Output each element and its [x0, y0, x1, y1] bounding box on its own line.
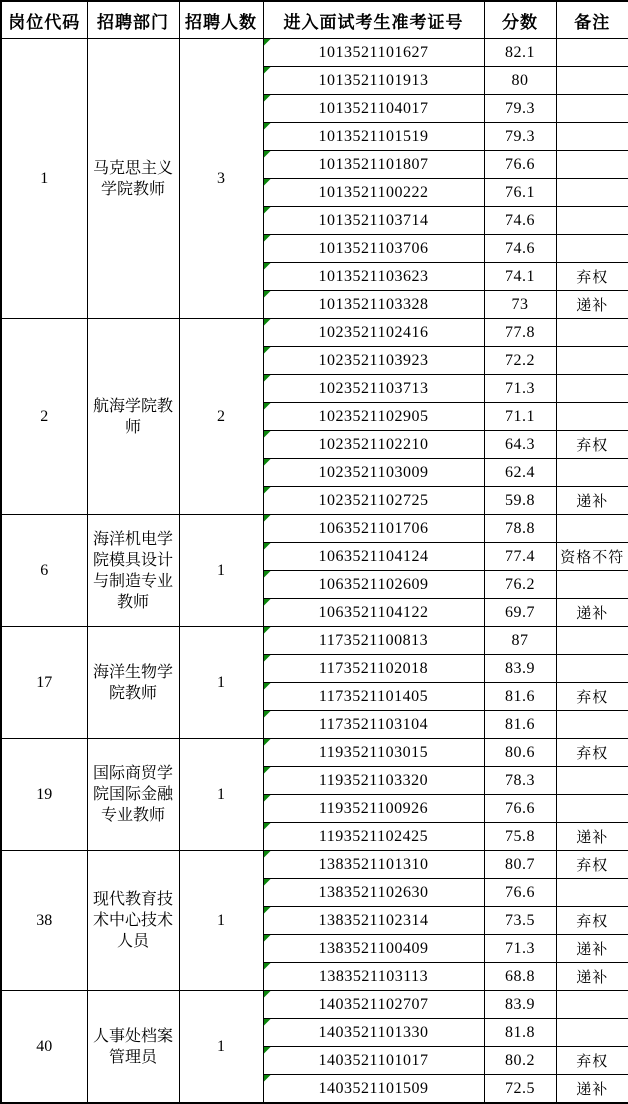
score-cell[interactable]: 74.6	[484, 207, 556, 235]
ticket-number-cell[interactable]: 1013521103706	[263, 235, 484, 263]
excel-corner-flag-icon	[264, 907, 271, 914]
ticket-number-cell[interactable]: 1013521101807	[263, 151, 484, 179]
score-cell[interactable]: 78.8	[484, 515, 556, 543]
excel-corner-flag-icon	[264, 711, 271, 718]
remark-cell[interactable]: 递补	[556, 291, 628, 319]
remark-cell[interactable]	[556, 571, 628, 599]
department-cell[interactable]: 海洋机电学院模具设计与制造专业教师	[87, 515, 179, 627]
table-body	[1, 39, 628, 1104]
remark-cell[interactable]	[556, 151, 628, 179]
ticket-number-cell[interactable]: 1023521102725	[263, 487, 484, 515]
department-cell[interactable]: 海洋生物学院教师	[87, 627, 179, 739]
ticket-number-cell[interactable]: 1173521100813	[263, 627, 484, 655]
table-row	[1, 627, 628, 655]
ticket-number-cell[interactable]: 1013521101519	[263, 123, 484, 151]
score-cell[interactable]: 71.3	[484, 375, 556, 403]
remark-cell[interactable]: 资格不符	[556, 543, 628, 571]
ticket-number-cell[interactable]: 1063521101706	[263, 515, 484, 543]
remark-cell[interactable]	[556, 123, 628, 151]
ticket-number-cell[interactable]: 1023521102210	[263, 431, 484, 459]
excel-corner-flag-icon	[264, 571, 271, 578]
excel-corner-flag-icon	[264, 403, 271, 410]
remark-cell[interactable]: 递补	[556, 935, 628, 963]
score-cell[interactable]: 62.4	[484, 459, 556, 487]
score-cell[interactable]: 82.1	[484, 39, 556, 67]
remark-cell[interactable]	[556, 879, 628, 907]
ticket-number-cell[interactable]: 1013521101913	[263, 67, 484, 95]
remark-cell[interactable]: 弃权	[556, 907, 628, 935]
department-cell[interactable]: 国际商贸学院国际金融专业教师	[87, 739, 179, 851]
remark-cell[interactable]: 弃权	[556, 739, 628, 767]
headcount-cell[interactable]: 1	[179, 739, 263, 851]
score-cell[interactable]: 76.6	[484, 795, 556, 823]
table-row	[1, 739, 628, 767]
score-cell[interactable]: 73	[484, 291, 556, 319]
ticket-number-cell[interactable]: 1403521102707	[263, 991, 484, 1019]
remark-cell[interactable]	[556, 375, 628, 403]
remark-cell[interactable]	[556, 235, 628, 263]
job-code-cell[interactable]: 19	[1, 739, 87, 851]
score-cell[interactable]: 81.6	[484, 683, 556, 711]
score-cell[interactable]: 80.7	[484, 851, 556, 879]
score-cell[interactable]: 64.3	[484, 431, 556, 459]
headcount-cell[interactable]: 1	[179, 515, 263, 627]
remark-cell[interactable]	[556, 67, 628, 95]
score-cell[interactable]: 76.2	[484, 571, 556, 599]
excel-corner-flag-icon	[264, 207, 271, 214]
ticket-number-cell[interactable]: 1013521100222	[263, 179, 484, 207]
department-cell[interactable]: 现代教育技术中心技术人员	[87, 851, 179, 991]
excel-corner-flag-icon	[264, 963, 271, 970]
ticket-number-cell[interactable]: 1383521100409	[263, 935, 484, 963]
job-code-cell[interactable]: 2	[1, 319, 87, 515]
header-job-code: 岗位代码	[1, 1, 87, 39]
excel-corner-flag-icon	[264, 151, 271, 158]
ticket-number-cell[interactable]: 1173521103104	[263, 711, 484, 739]
remark-cell[interactable]	[556, 627, 628, 655]
job-code-cell[interactable]: 38	[1, 851, 87, 991]
ticket-number-cell[interactable]: 1193521103320	[263, 767, 484, 795]
excel-corner-flag-icon	[264, 235, 271, 242]
remark-cell[interactable]	[556, 711, 628, 739]
score-cell[interactable]: 76.6	[484, 151, 556, 179]
score-cell[interactable]: 80.2	[484, 1047, 556, 1075]
ticket-number-cell[interactable]: 1193521102425	[263, 823, 484, 851]
table-header-row	[1, 1, 628, 39]
score-cell[interactable]: 76.1	[484, 179, 556, 207]
ticket-number-cell[interactable]: 1063521104122	[263, 599, 484, 627]
score-cell[interactable]: 73.5	[484, 907, 556, 935]
excel-corner-flag-icon	[264, 991, 271, 998]
remark-cell[interactable]: 递补	[556, 599, 628, 627]
excel-corner-flag-icon	[264, 823, 271, 830]
remark-cell[interactable]: 递补	[556, 487, 628, 515]
ticket-number-cell[interactable]: 1173521102018	[263, 655, 484, 683]
remark-cell[interactable]: 递补	[556, 963, 628, 991]
excel-corner-flag-icon	[264, 655, 271, 662]
excel-corner-flag-icon	[264, 879, 271, 886]
job-code-cell[interactable]: 17	[1, 627, 87, 739]
score-cell[interactable]: 80	[484, 67, 556, 95]
score-cell[interactable]: 79.3	[484, 123, 556, 151]
excel-corner-flag-icon	[264, 1047, 271, 1054]
score-cell[interactable]: 69.7	[484, 599, 556, 627]
remark-cell[interactable]: 弃权	[556, 431, 628, 459]
excel-corner-flag-icon	[264, 319, 271, 326]
remark-cell[interactable]	[556, 767, 628, 795]
remark-cell[interactable]	[556, 347, 628, 375]
score-cell[interactable]: 81.6	[484, 711, 556, 739]
excel-corner-flag-icon	[264, 1019, 271, 1026]
score-cell[interactable]: 77.8	[484, 319, 556, 347]
excel-corner-flag-icon	[264, 67, 271, 74]
remark-cell[interactable]	[556, 515, 628, 543]
excel-corner-flag-icon	[264, 487, 271, 494]
excel-corner-flag-icon	[264, 935, 271, 942]
headcount-cell[interactable]: 3	[179, 39, 263, 319]
table-row	[1, 39, 628, 67]
score-cell[interactable]: 71.1	[484, 403, 556, 431]
excel-corner-flag-icon	[264, 179, 271, 186]
remark-cell[interactable]	[556, 459, 628, 487]
ticket-number-cell[interactable]: 1063521102609	[263, 571, 484, 599]
excel-corner-flag-icon	[264, 347, 271, 354]
excel-corner-flag-icon	[264, 599, 271, 606]
score-cell[interactable]: 77.4	[484, 543, 556, 571]
header-score: 分数	[484, 1, 556, 39]
ticket-number-cell[interactable]: 1013521103714	[263, 207, 484, 235]
table-row	[1, 991, 628, 1019]
remark-cell[interactable]	[556, 319, 628, 347]
remark-cell[interactable]: 弃权	[556, 683, 628, 711]
job-code-cell[interactable]: 6	[1, 515, 87, 627]
header-headcount: 招聘人数	[179, 1, 263, 39]
ticket-number-cell[interactable]: 1383521103113	[263, 963, 484, 991]
remark-cell[interactable]	[556, 95, 628, 123]
score-cell[interactable]: 87	[484, 627, 556, 655]
score-cell[interactable]: 76.6	[484, 879, 556, 907]
headcount-cell[interactable]: 1	[179, 991, 263, 1104]
score-cell[interactable]: 72.5	[484, 1075, 556, 1104]
score-cell[interactable]: 71.3	[484, 935, 556, 963]
ticket-number-cell[interactable]: 1023521102905	[263, 403, 484, 431]
ticket-number-cell[interactable]: 1013521103328	[263, 291, 484, 319]
excel-corner-flag-icon	[264, 851, 271, 858]
excel-corner-flag-icon	[264, 515, 271, 522]
ticket-number-cell[interactable]: 1013521104017	[263, 95, 484, 123]
headcount-cell[interactable]: 1	[179, 627, 263, 739]
excel-corner-flag-icon	[264, 459, 271, 466]
ticket-number-cell[interactable]: 1023521103009	[263, 459, 484, 487]
remark-cell[interactable]	[556, 991, 628, 1019]
ticket-number-cell[interactable]: 1383521102630	[263, 879, 484, 907]
score-cell[interactable]: 78.3	[484, 767, 556, 795]
excel-corner-flag-icon	[264, 767, 271, 774]
ticket-number-cell[interactable]: 1193521103015	[263, 739, 484, 767]
excel-corner-flag-icon	[264, 683, 271, 690]
remark-cell[interactable]: 弃权	[556, 851, 628, 879]
excel-corner-flag-icon	[264, 263, 271, 270]
score-cell[interactable]: 81.8	[484, 1019, 556, 1047]
excel-corner-flag-icon	[264, 543, 271, 550]
headcount-cell[interactable]: 2	[179, 319, 263, 515]
ticket-number-cell[interactable]: 1173521101405	[263, 683, 484, 711]
ticket-number-cell[interactable]: 1023521102416	[263, 319, 484, 347]
excel-corner-flag-icon	[264, 375, 271, 382]
remark-cell[interactable]	[556, 39, 628, 67]
job-code-cell[interactable]: 40	[1, 991, 87, 1104]
ticket-number-cell[interactable]: 1193521100926	[263, 795, 484, 823]
remark-cell[interactable]	[556, 179, 628, 207]
remark-cell[interactable]: 弃权	[556, 1047, 628, 1075]
score-cell[interactable]: 80.6	[484, 739, 556, 767]
remark-cell[interactable]: 递补	[556, 1075, 628, 1104]
department-cell[interactable]: 马克思主义学院教师	[87, 39, 179, 319]
ticket-number-cell[interactable]: 1383521102314	[263, 907, 484, 935]
score-cell[interactable]: 79.3	[484, 95, 556, 123]
remark-cell[interactable]	[556, 403, 628, 431]
score-cell[interactable]: 83.9	[484, 991, 556, 1019]
excel-corner-flag-icon	[264, 627, 271, 634]
ticket-number-cell[interactable]: 1023521103923	[263, 347, 484, 375]
ticket-number-cell[interactable]: 1063521104124	[263, 543, 484, 571]
score-cell[interactable]: 75.8	[484, 823, 556, 851]
headcount-cell[interactable]: 1	[179, 851, 263, 991]
table-row	[1, 515, 628, 543]
remark-cell[interactable]: 弃权	[556, 263, 628, 291]
header-ticket-number: 进入面试考生准考证号	[263, 1, 484, 39]
department-cell[interactable]: 航海学院教师	[87, 319, 179, 515]
header-remark: 备注	[556, 1, 628, 39]
remark-cell[interactable]	[556, 1019, 628, 1047]
excel-corner-flag-icon	[264, 1075, 271, 1082]
score-cell[interactable]: 72.2	[484, 347, 556, 375]
ticket-number-cell[interactable]: 1403521101330	[263, 1019, 484, 1047]
ticket-number-cell[interactable]: 1383521101310	[263, 851, 484, 879]
excel-corner-flag-icon	[264, 431, 271, 438]
remark-cell[interactable]	[556, 795, 628, 823]
remark-cell[interactable]: 递补	[556, 823, 628, 851]
header-department: 招聘部门	[87, 1, 179, 39]
remark-cell[interactable]	[556, 207, 628, 235]
score-cell[interactable]: 74.6	[484, 235, 556, 263]
score-cell[interactable]: 68.8	[484, 963, 556, 991]
ticket-number-cell[interactable]: 1403521101509	[263, 1075, 484, 1104]
excel-corner-flag-icon	[264, 739, 271, 746]
remark-cell[interactable]	[556, 655, 628, 683]
excel-corner-flag-icon	[264, 291, 271, 298]
score-cell[interactable]: 59.8	[484, 487, 556, 515]
ticket-number-cell[interactable]: 1403521101017	[263, 1047, 484, 1075]
ticket-number-cell[interactable]: 1023521103713	[263, 375, 484, 403]
department-cell[interactable]: 人事处档案管理员	[87, 991, 179, 1104]
ticket-number-cell[interactable]: 1013521101627	[263, 39, 484, 67]
job-code-cell[interactable]: 1	[1, 39, 87, 319]
score-cell[interactable]: 74.1	[484, 263, 556, 291]
excel-corner-flag-icon	[264, 39, 271, 46]
table-row	[1, 851, 628, 879]
excel-corner-flag-icon	[264, 795, 271, 802]
excel-corner-flag-icon	[264, 123, 271, 130]
table-row	[1, 319, 628, 347]
score-cell[interactable]: 83.9	[484, 655, 556, 683]
excel-corner-flag-icon	[264, 95, 271, 102]
ticket-number-cell[interactable]: 1013521103623	[263, 263, 484, 291]
